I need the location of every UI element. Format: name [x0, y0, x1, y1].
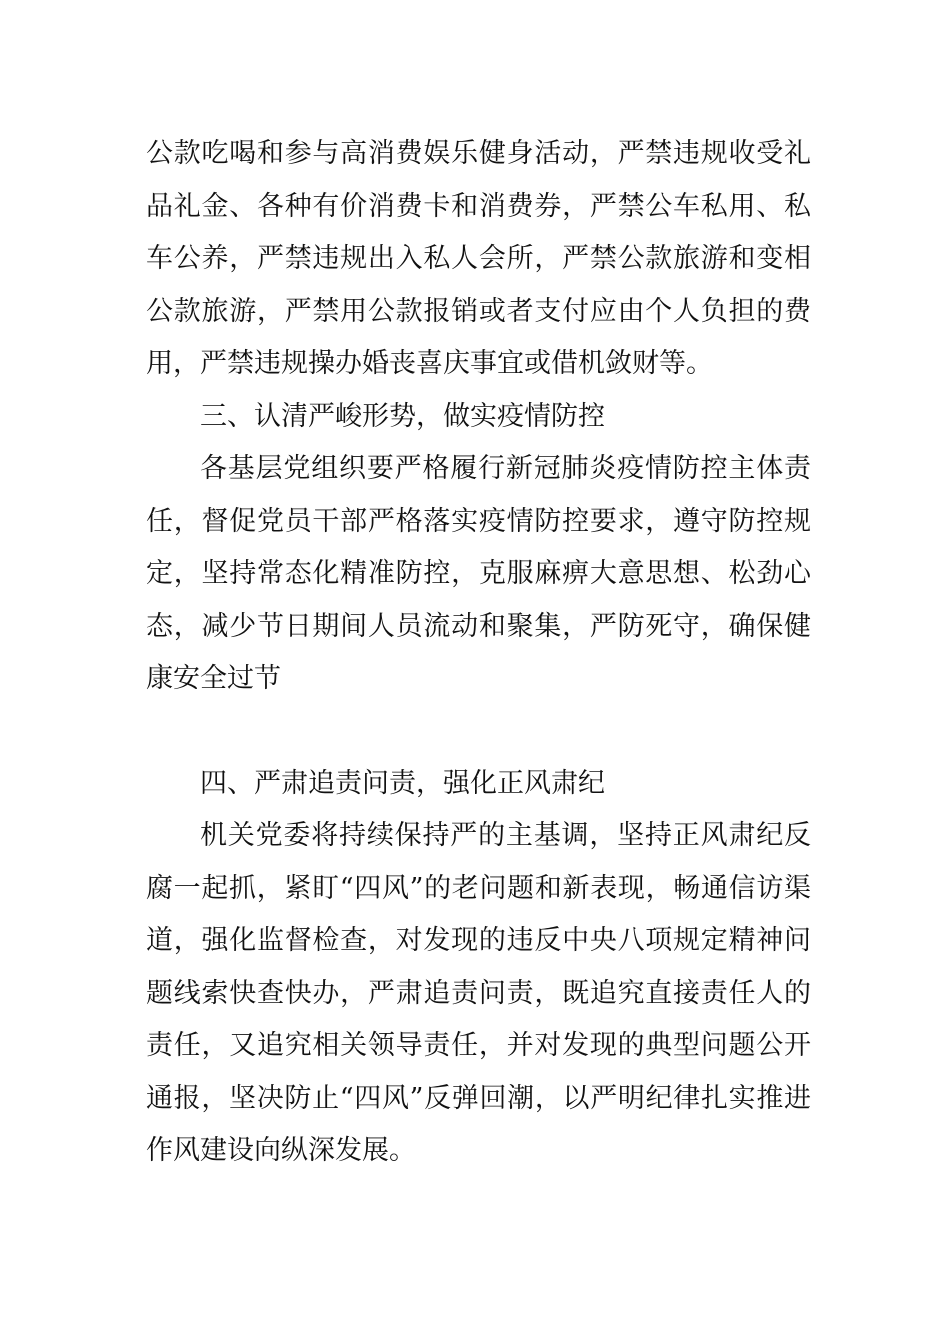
paragraph-spacer	[146, 706, 811, 758]
paragraph-continuation: 公款吃喝和参与高消费娱乐健身活动，严禁违规收受礼品礼金、各种有价消费卡和消费券，严禁公车私用、私车公养，严禁违规出入私人会所，严禁公款旅游和变相公款旅游，严禁用公款报销或者支付应由个人负担的费用，严禁违规操办婚丧喜庆事宜或借机敛财等。	[146, 138, 811, 379]
paragraph-epidemic-control: 各基层党组织要严格履行新冠肺炎疫情防控主体责任，督促党员干部严格落实疫情防控要求，遵守防控规定，坚持常态化精准防控，克服麻痹大意思想、松劲心态，减少节日期间人员流动和聚集，严防死守，确保健康安全过节	[146, 453, 811, 694]
section-heading-3: 三、认清严峻形势，做实疫情防控	[200, 400, 605, 432]
document-body	[146, 128, 811, 1178]
paragraph-accountability: 机关党委将持续保持严的主基调，坚持正风肃纪反腐一起抓，紧盯“四风”的老问题和新表现，畅通信访渠道，强化监督检查，对发现的违反中央八项规定精神问题线索快查快办，严肃追责问责，既追究直接责任人的责任，又追究相关领导责任，并对发现的典型问题公开通报，坚决防止“四风”反弹回潮，以严明纪律扎实推进作风建设向纵深发展。	[146, 820, 811, 1166]
section-heading-4: 四、严肃追责问责，强化正风肃纪	[200, 767, 605, 799]
